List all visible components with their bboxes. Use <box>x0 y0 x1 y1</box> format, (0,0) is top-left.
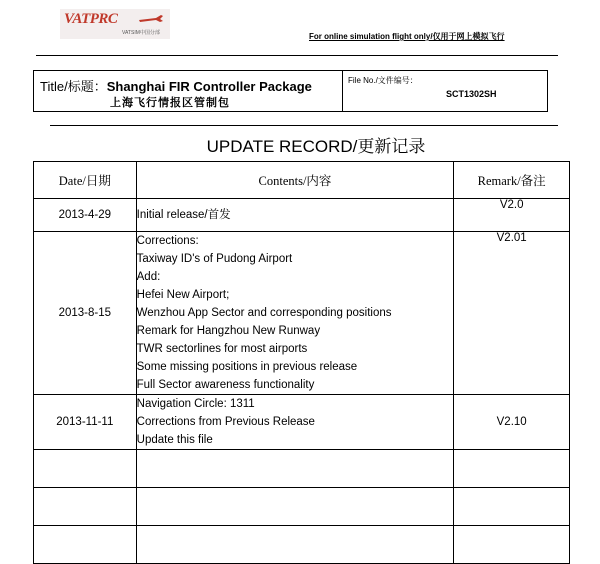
row-remark: V2.0 <box>454 199 570 232</box>
table-row <box>34 199 570 232</box>
airplane-icon <box>138 14 164 24</box>
table-row <box>34 395 570 450</box>
header-rule <box>36 55 558 56</box>
row-date: 2013-11-11 <box>34 395 137 450</box>
vatprc-logo <box>60 9 170 39</box>
empty-cell <box>454 450 570 488</box>
row-contents <box>136 232 454 395</box>
content-line: Corrections from Previous Release <box>136 416 315 428</box>
file-number-label: File No./文件编号： <box>348 76 418 85</box>
section-rule <box>50 125 558 126</box>
content-line: Update this file <box>136 434 213 446</box>
empty-cell <box>454 526 570 564</box>
title-chinese: 上海飞行情报区管制包 <box>110 97 230 109</box>
remark-column-header: Remark/备注 <box>454 162 570 199</box>
row-remark: V2.01 <box>454 232 570 395</box>
title-divider <box>342 71 343 111</box>
logo-subtext: VATSIM中国分部 <box>122 30 160 36</box>
empty-cell <box>454 488 570 526</box>
content-line: Hefei New Airport; <box>136 289 230 301</box>
file-number-value: SCT1302SH <box>446 89 497 99</box>
update-record-table <box>33 161 570 564</box>
row-date: 2013-4-29 <box>34 199 137 232</box>
content-line: Taxiway ID's of Pudong Airport <box>136 253 293 265</box>
title-block <box>33 70 548 112</box>
content-line: Initial release/首发 <box>136 209 231 221</box>
content-line: Navigation Circle: 1311 <box>136 398 255 410</box>
content-line: Wenzhou App Sector and corresponding positions <box>136 307 392 319</box>
update-record-heading: UPDATE RECORD/更新记录 <box>206 137 426 156</box>
content-line: Full Sector awareness functionality <box>136 379 315 391</box>
content-line: Corrections: <box>136 235 199 247</box>
table-header-row <box>34 162 570 199</box>
content-line: TWR sectorlines for most airports <box>136 343 308 355</box>
row-remark: V2.10 <box>454 395 570 450</box>
empty-cell <box>34 450 137 488</box>
table-row <box>34 232 570 395</box>
content-line: Remark for Hangzhou New Runway <box>136 325 321 337</box>
empty-cell <box>34 526 137 564</box>
content-line: Add: <box>136 271 161 283</box>
title-label: Title/标题： <box>40 79 107 94</box>
content-line: Some missing positions in previous release <box>136 361 358 373</box>
empty-cell <box>136 526 454 564</box>
date-column-header: Date/日期 <box>34 162 137 199</box>
empty-cell <box>136 450 454 488</box>
empty-cell <box>34 488 137 526</box>
row-contents <box>136 395 454 450</box>
contents-column-header: Contents/内容 <box>136 162 454 199</box>
row-date: 2013-8-15 <box>34 232 137 395</box>
online-simulation-note: For online simulation flight only/仅用于网上模拟飞行 <box>309 32 505 41</box>
row-contents <box>136 199 454 232</box>
title-line <box>40 76 312 95</box>
empty-table-row <box>34 488 570 526</box>
logo-text: VATPRC <box>64 11 118 27</box>
empty-table-row <box>34 526 570 564</box>
empty-table-row <box>34 450 570 488</box>
title-english: Shanghai FIR Controller Package <box>106 79 312 94</box>
empty-cell <box>136 488 454 526</box>
